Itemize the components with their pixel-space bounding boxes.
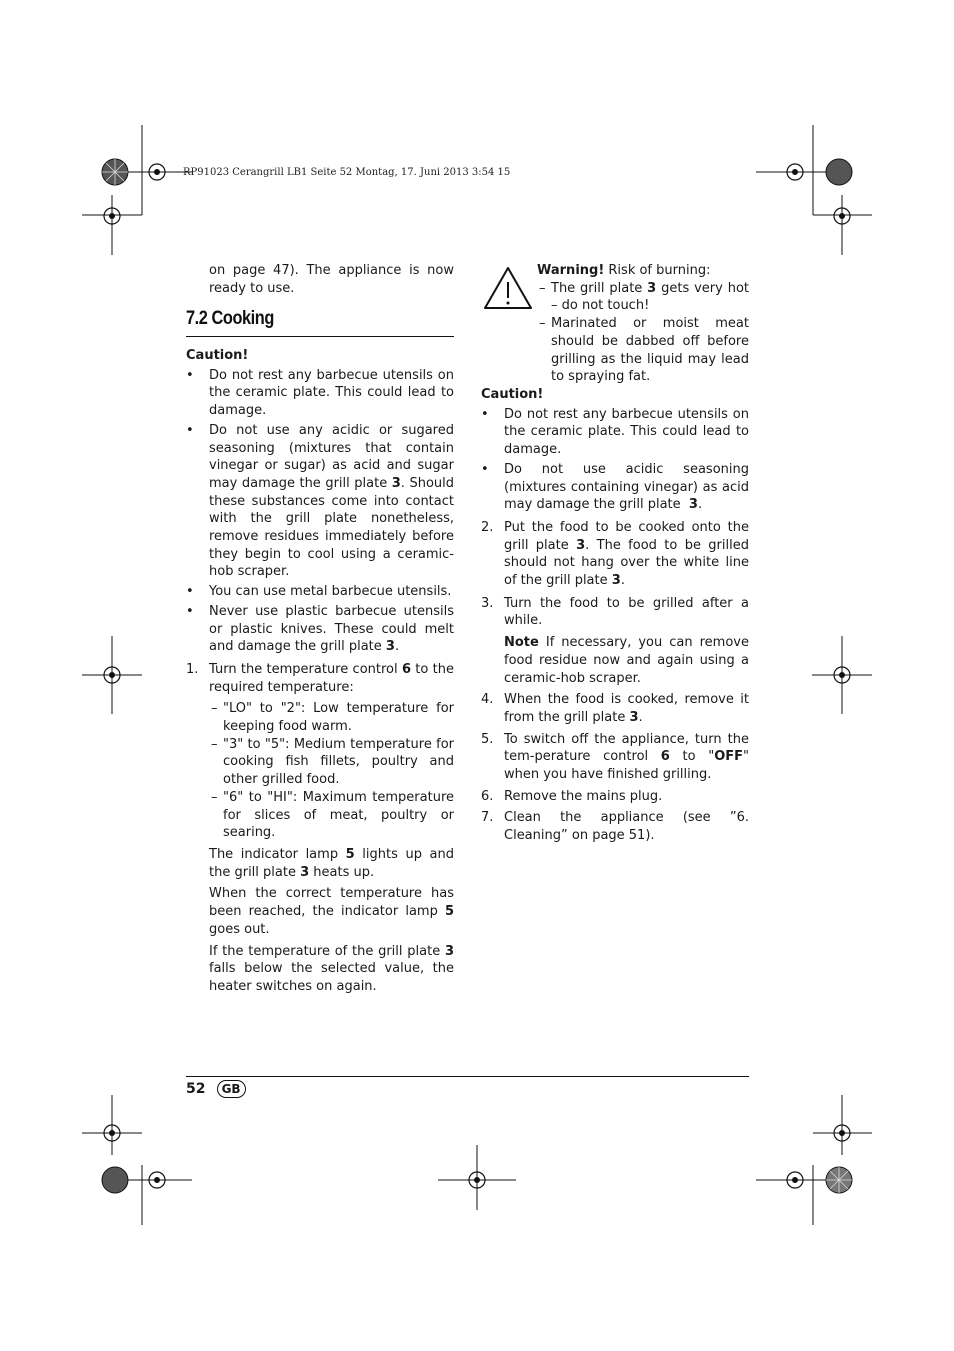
- bullet-item: • You can use metal barbecue utensils.: [186, 584, 452, 600]
- bullet-item: • Do not use any acidic or sugared seasoning (mixtures that contain vinegar or sugar) as acid and sugar may damage the grill plate 3. Should these substances come into contact with the grill plate nonetheless, remove residues immediately before they begin to cool using a ceramic-hob scraper.: [186, 422, 455, 580]
- info-paragraph: When the correct temperature has been reached, the indicator lamp 5 goes out.: [209, 886, 454, 937]
- temp-item: – "6" to "HI": Maximum temperature for slices of meat, poultry or searing.: [211, 789, 454, 841]
- section-heading: 7.2 Cooking: [186, 308, 274, 329]
- step-item: 5. To switch off the appliance, turn the tem-perature control 6 to "OFF" when you have finished grilling.: [481, 731, 749, 783]
- step-item: 2. Put the food to be cooked onto the grill plate 3. The food to be grilled should not hang over the white line of the grill plate 3.: [481, 519, 749, 589]
- caution-label: Caution!: [186, 348, 249, 363]
- left-column: [186, 262, 454, 297]
- heading-rule: [186, 336, 454, 337]
- warning-text: Risk of burning:: [604, 263, 711, 278]
- warning-item: – Marinated or moist meat should be dabbed off before grilling as the liquid may lead to spraying fat.: [539, 316, 749, 385]
- step-item: 1. Turn the temperature control 6 to the required temperature:: [186, 661, 454, 695]
- page-number: 52: [186, 1081, 206, 1097]
- bullet-item: • Do not use acidic seasoning (mixtures containing vinegar) as acid may damage the grill plate 3.: [481, 461, 749, 513]
- warning-item: – The grill plate 3 gets very hot – do not touch!: [539, 280, 749, 314]
- note-paragraph: Note If necessary, you can remove food residue now and again using a ceramic-hob scraper.: [504, 635, 749, 686]
- bullet-item: • Do not rest any barbecue utensils on the ceramic plate. This could lead to damage.: [481, 406, 749, 458]
- bullet-item: • Do not rest any barbecue utensils on the ceramic plate. This could lead to damage.: [186, 367, 454, 419]
- temp-item: – "3" to "5": Medium temperature for cooking fish fillets, poultry and other grilled food.: [211, 736, 454, 788]
- print-slug: RP91023 Cerangrill LB1 Seite 52 Montag, 17. Juni 2013 3:54 15: [183, 167, 511, 178]
- warning-label: Warning!: [537, 263, 605, 278]
- page-footer: [186, 1078, 246, 1098]
- info-paragraph: The indicator lamp 5 lights up and the grill plate 3 heats up.: [209, 846, 454, 880]
- language-badge: GB: [217, 1080, 246, 1098]
- bullet-item: • Never use plastic barbecue utensils or plastic knives. These could melt and damage the grill plate 3.: [186, 603, 454, 655]
- left-body: [186, 347, 454, 996]
- right-body: [481, 386, 749, 845]
- step-item: 7. Clean the appliance (see ”6. Cleaning” on page 51).: [481, 810, 749, 844]
- footer-rule: [186, 1076, 749, 1077]
- note-label: Note: [504, 635, 539, 651]
- temp-item: – "LO" to "2": Low temperature for keeping food warm.: [211, 701, 454, 735]
- warning-block: [537, 262, 749, 386]
- warning-triangle-icon: [483, 266, 533, 310]
- caution-label: Caution!: [481, 387, 544, 402]
- step-item: 4. When the food is cooked, remove it from the grill plate 3.: [481, 692, 749, 725]
- step-item: 3. Turn the food to be grilled after a while.: [481, 595, 749, 629]
- info-paragraph: If the temperature of the grill plate 3 falls below the selected value, the heater switches on again.: [209, 943, 454, 994]
- step-item: 6. Remove the mains plug.: [481, 788, 663, 804]
- intro-text: on page 47). The appliance is now ready to use.: [209, 263, 454, 296]
